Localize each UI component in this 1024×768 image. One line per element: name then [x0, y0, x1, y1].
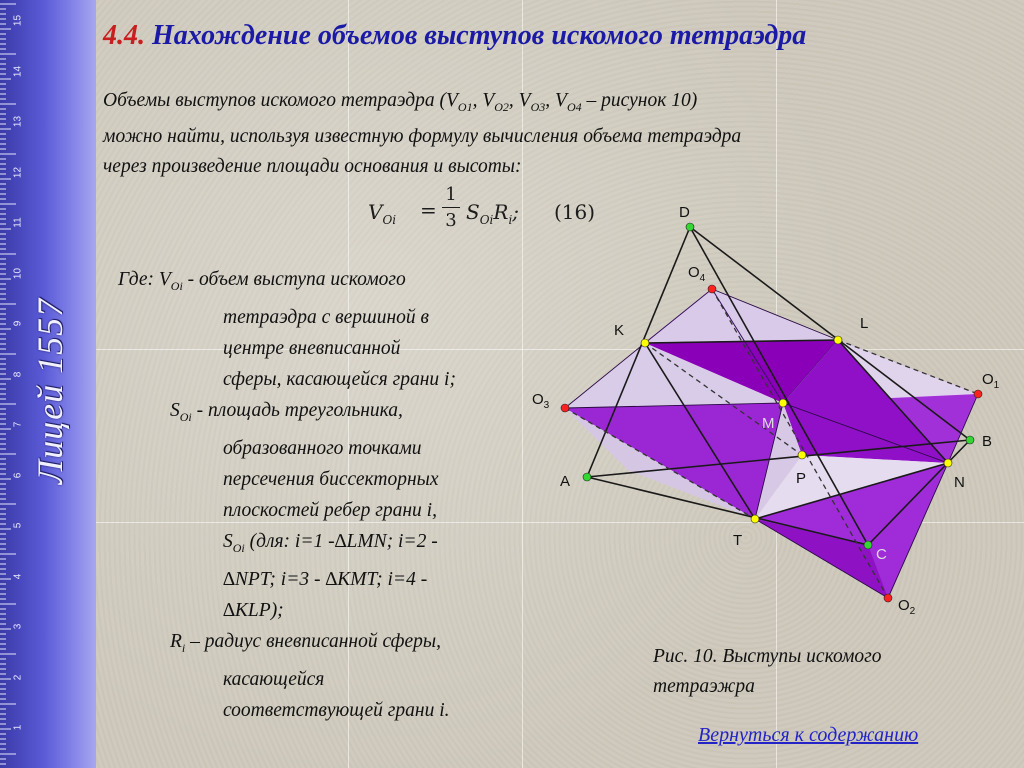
point-B [966, 436, 974, 444]
point-C [864, 541, 872, 549]
ruler-number: 7 [12, 421, 24, 428]
point-O3 [561, 404, 569, 412]
intro-paragraph: Объемы выступов искомого тетраэдра ($V_{O1}$, $V_{O2}$, $V_{O3}$, $V_{O4}$ – рисунок 10) можно найти, используя известную формулу вычисления объема тетраэдра через произведение площади основания и высоты: [103, 86, 883, 182]
label-O3: $O_3$ [532, 391, 550, 411]
ruler-number: 15 [12, 14, 24, 27]
section-number: 4.4. [103, 20, 145, 51]
ruler-number: 8 [12, 371, 24, 377]
label-A: A [560, 473, 571, 490]
point-M [779, 399, 787, 407]
ruler-sidebar [0, 0, 96, 768]
label-D: D [679, 204, 690, 221]
tetrahedron-figure [532, 200, 1010, 620]
ruler-number: 1 [12, 724, 24, 731]
ruler-number: 6 [12, 472, 24, 478]
label-T: T [733, 532, 743, 549]
ruler-number: 4 [12, 573, 24, 579]
formula-number: (16) [554, 200, 596, 224]
definition-volume: Где: $V_{Oi}$ - объем выступа искомого [118, 269, 406, 293]
fraction: 1 3 [442, 184, 460, 231]
point-N [944, 459, 952, 467]
ruler-numbers [0, 0, 30, 768]
brand-logo-text: Лицей 1557 [30, 297, 70, 485]
point-D [686, 223, 694, 231]
label-O1: $O_1$ [982, 371, 1000, 391]
intro-line-3: через произведение площади основания и высоты: [103, 155, 522, 177]
point-P [798, 451, 806, 459]
back-to-contents-link[interactable]: Вернуться к содержанию [698, 724, 919, 746]
label-M: M [762, 415, 775, 432]
point-A [583, 473, 591, 481]
label-L: L [860, 315, 869, 332]
definitions-block: Где: $V_{Oi}$ - объем выступа искомого тетраэдра с вершиной в центре вневписанной сферы, касающейся грани i; $S_{Oi}$ - площадь треугольника, образованного точками персечения биссекторных плоскостей ребер грани i, $S_{Oi}$ (для: i=1 -∆LMN; i=2 - ∆NPT; i=3 - ∆KMT; i=4 - ∆KLP); $R_i$ – радиус вневписанной сферы, касающейся соответствующей грани i. [118, 264, 538, 726]
point-L [834, 336, 842, 344]
label-K: K [614, 322, 625, 339]
ruler-number: 11 [12, 217, 24, 228]
label-P: P [796, 470, 807, 487]
label-B: B [982, 433, 993, 450]
point-K [641, 339, 649, 347]
figure-caption: Рис. 10. Выступы искомого тетраэжра [653, 646, 882, 697]
title-text: Нахождение объемов выступов искомого тетраэдра [152, 20, 807, 51]
definition-radius: $R_i$ – радиус вневписанной сферы, [170, 630, 441, 655]
label-O4: $O_4$ [688, 264, 706, 284]
definition-area: $S_{Oi}$ - площадь треугольника, [170, 399, 403, 424]
ruler-number: 2 [12, 674, 24, 680]
ruler-number: 9 [12, 320, 24, 327]
point-O1 [974, 390, 982, 398]
figure-face-O4 [645, 289, 838, 343]
volume-formula: $V_{Oi}$ = 1 3 $S_{Oi}R_i$; (16) [368, 184, 596, 231]
ruler-number: 13 [12, 115, 24, 128]
label-O2: $O_2$ [898, 597, 916, 617]
label-N: N [954, 474, 965, 491]
page-title [103, 20, 1003, 52]
ruler-number: 3 [12, 623, 24, 630]
intro-line-2: можно найти, используя известную формулу вычисления объема тетраэдра [103, 125, 742, 147]
point-O4 [708, 285, 716, 293]
ruler-number: 12 [12, 166, 24, 178]
label-C: C [876, 546, 887, 563]
ruler-number: 5 [12, 522, 24, 529]
ruler-number: 10 [12, 267, 24, 279]
ruler-number: 14 [12, 65, 24, 77]
point-T [751, 515, 759, 523]
point-O2 [884, 594, 892, 602]
